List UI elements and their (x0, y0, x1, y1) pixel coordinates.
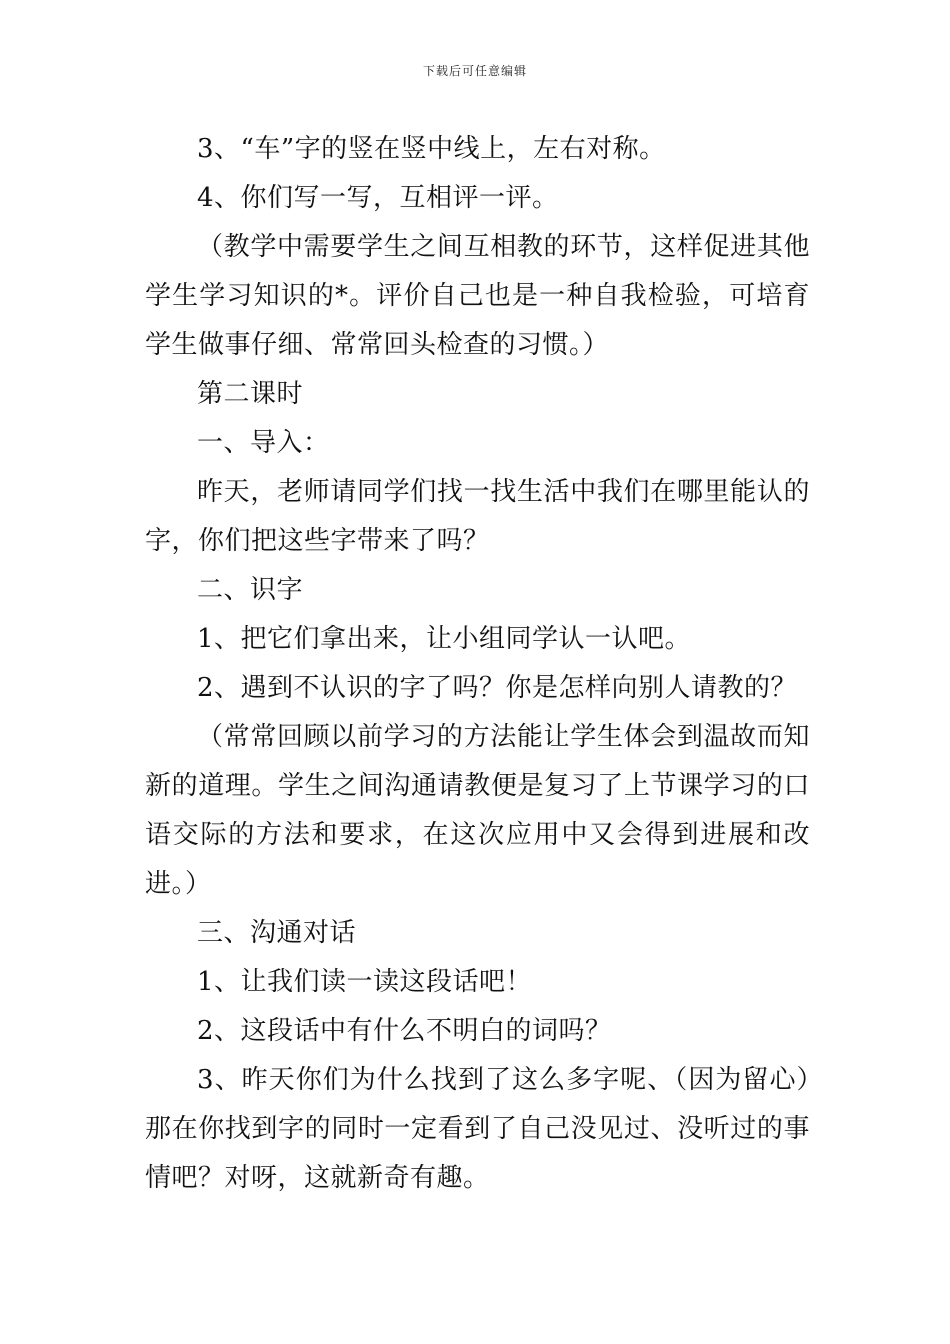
paragraph: 1、把它们拿出来，让小组同学认一认吧。 (197, 624, 692, 654)
section-heading: 第二课时 (197, 379, 304, 409)
paragraph: 昨天，老师请同学们找一找生活中我们在哪里能认的字，你们把这些字带来了吗？ (145, 477, 810, 556)
paragraph: 3、昨天你们为什么找到了这么多字呢、（因为留心）那在你找到字的同时一定看到了自己没见过、没听过的事情吧？对呀，这就新奇有趣。 (145, 1065, 810, 1193)
header-note: 下载后可任意编辑 (422, 64, 527, 78)
paragraph: 4、你们写一写，互相评一评。 (197, 183, 559, 213)
section-heading: 二、识字 (197, 575, 304, 605)
section-heading: 三、沟通对话 (197, 918, 357, 948)
paragraph: 1、让我们读一读这段话吧！ (197, 967, 533, 997)
paragraph: 2、遇到不认识的字了吗？你是怎样向别人请教的？ (197, 673, 798, 703)
paragraph: 2、这段话中有什么不明白的词吗？ (197, 1016, 612, 1046)
paragraph: （教学中需要学生之间互相教的环节，这样促进其他学生学习知识的*。评价自己也是一种自我检验，可培育学生做事仔细、常常回头检查的习惯。） (145, 232, 810, 360)
paragraph: 3、“车”字的竖在竖中线上，左右对称。 (197, 134, 666, 164)
section-heading: 一、导入： (197, 428, 330, 458)
document-body (145, 125, 810, 1203)
paragraph: （常常回顾以前学习的方法能让学生体会到温故而知新的道理。学生之间沟通请教便是复习了上节课学习的口语交际的方法和要求，在这次应用中又会得到进展和改进。） (145, 722, 810, 899)
